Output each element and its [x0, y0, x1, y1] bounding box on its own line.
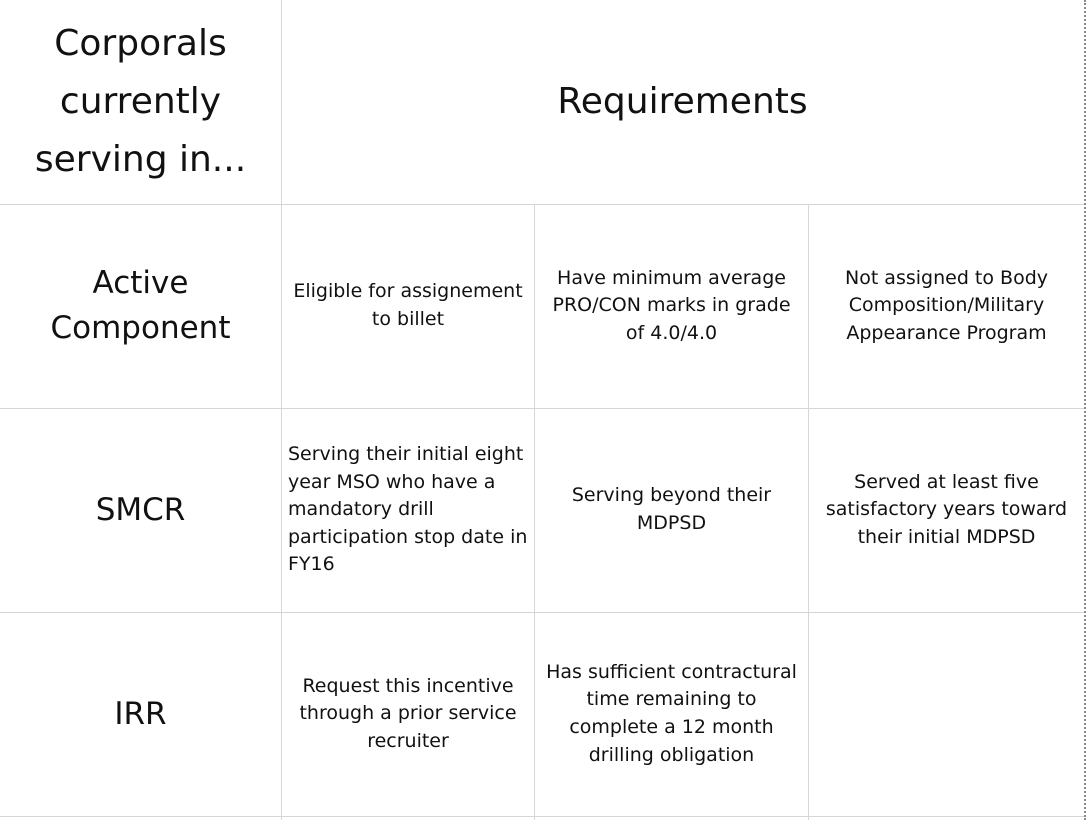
- header-requirements-text: Requirements: [557, 80, 808, 122]
- row-label-text: SMCR: [95, 491, 186, 528]
- row-label-smcr: [0, 408, 281, 612]
- row-label-text: IRR: [114, 695, 167, 732]
- cell-text: Eligible for assignement to billet: [293, 280, 523, 330]
- table-cell: [535, 612, 808, 816]
- table-cell-empty: [809, 612, 1084, 816]
- table-cell: [282, 612, 534, 816]
- cell-text: Request this incentive through a prior service recruiter: [299, 674, 517, 752]
- table-cell: [535, 204, 808, 408]
- row-label-text: Active Component: [50, 265, 231, 346]
- row-label-irr: [0, 612, 281, 816]
- cell-text: Serving beyond their MDPSD: [571, 484, 772, 534]
- header-corporals-cell: [0, 0, 281, 204]
- grid-horizontal-line: [0, 816, 1084, 817]
- table-cell: [809, 408, 1084, 612]
- cell-text: Has sufficient contractural time remaining to complete a 12 month drilling obligation: [546, 660, 797, 766]
- table-cell: [282, 408, 534, 612]
- cell-text: Not assigned to Body Composition/Military Appearance Program: [844, 266, 1049, 344]
- header-corporals-text: Corporals currently serving in...: [34, 22, 247, 181]
- header-requirements-cell: [281, 0, 1084, 204]
- cell-text: Serving their initial eight year MSO who have a mandatory drill participation stop date in FY16: [288, 443, 528, 576]
- table-cell: [282, 204, 534, 408]
- cell-text: Served at least five satisfactory years toward their initial MDPSD: [825, 470, 1068, 548]
- table-cell: [809, 204, 1084, 408]
- table-cell: [535, 408, 808, 612]
- cell-text: Have minimum average PRO/CON marks in grade of 4.0/4.0: [552, 266, 791, 344]
- row-label-active-component: [0, 204, 281, 408]
